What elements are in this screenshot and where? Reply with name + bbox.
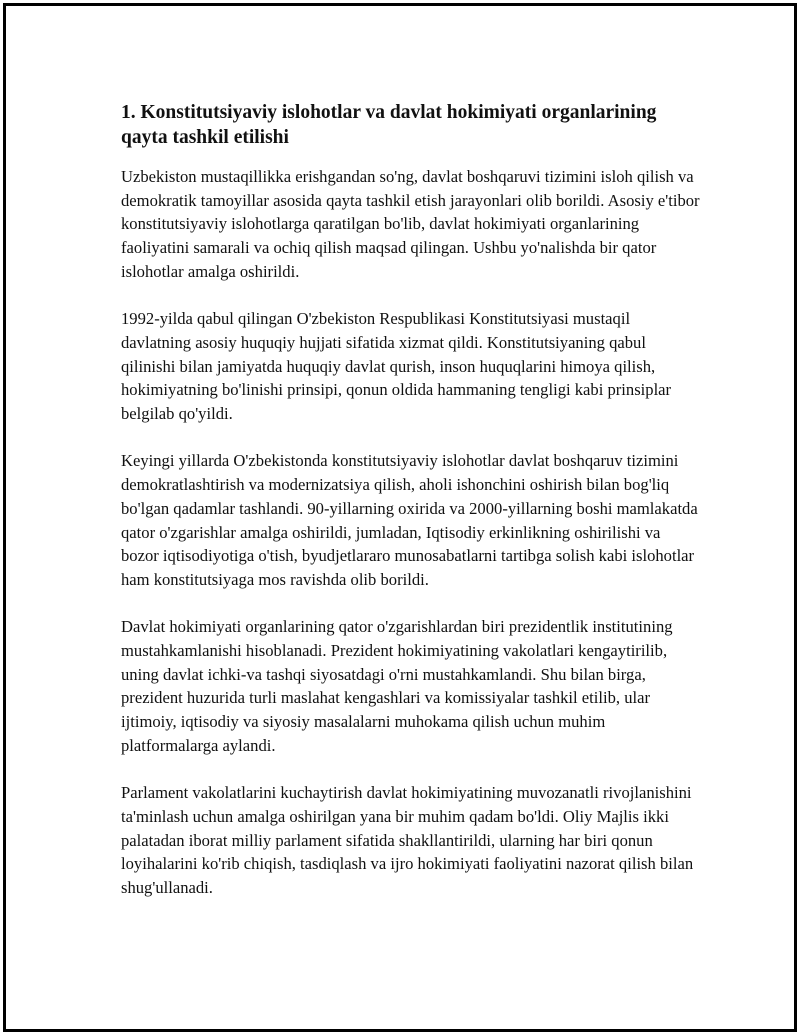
paragraph: Keyingi yillarda O'zbekistonda konstitutsiyaviy islohotlar davlat boshqaruv tizimini demokratlashtirish va modernizatsiya qilish, aholi ishonchini oshirish bilan bog'liq bo'lgan qadamlar tashlandi. 90-yillarning oxirida va 2000-yillarning boshi mamlakatda qator o'zgarishlar amalga oshirildi, jumladan, Iqtisodiy erkinlikning oshirilishi va bozor iqtisodiyotiga o'tish, byudjetlararo munosabatlarni tartibga solish kabi islohotlar ham konstitutsiyaga mos ravishda olib borildi. [121,451,698,589]
paragraph: Davlat hokimiyati organlarining qator o'zgarishlardan biri prezidentlik institutining mustahkamlanishi hisoblanadi. Prezident hokimiyatining vakolatlari kengaytirilib, uning davlat ichki-va tashqi siyosatdagi o'rni mustahkamlandi. Shu bilan birga, prezident huzurida turli maslahat kengashlari va komissiyalar tashkil etilib, ular ijtimoiy, iqtisodiy va siyosiy masalalarni muhokama qilish uchun muhim platformalarga aylandi. [121,617,673,755]
paragraph: Parlament vakolatlarini kuchaytirish davlat hokimiyatining muvozanatli rivojlanishini ta'minlash uchun amalga oshirilgan yana bir muhim qadam bo'ldi. Oliy Majlis ikki palatadan iborat milliy parlament sifatida shakllantirildi, ularning har biri qonun loyihalarini ko'rib chiqish, tasdiqlash va ijro hokimiyati faoliyatini nazorat qilish bilan shug'ullanadi. [121,783,694,898]
paragraph: Uzbekiston mustaqillikka erishgandan so'ng, davlat boshqaruvi tizimini isloh qilish va demokratik tamoyillar asosida qayta tashkil etish jarayonlari olib borildi. Asosiy e'tibor konstitutsiyaviy islohotlarga qaratilgan bo'lib, davlat hokimiyati organlarining faoliyatini samarali va ochiq qilish maqsad qilingan. Ushbu yo'nalishda bir qator islohotlar amalga oshirildi. [121,167,700,281]
paragraph: 1992-yilda qabul qilingan O'zbekiston Respublikasi Konstitutsiyasi mustaqil davlatning asosiy huquqiy hujjati sifatida xizmat qildi. Konstitutsiyaning qabul qilinishi bilan jamiyatda huquqiy davlat qurish, inson huquqlarini himoya qilish, hokimiyatning bo'linishi prinsipi, qonun oldida hammaning tengligi kabi prinsiplar belgilab qo'yildi. [121,309,672,424]
page-title: 1. Konstitutsiyaviy islohotlar va davlat hokimiyati organlarining qayta tashkil etilishi [121,102,657,148]
document-body [121,100,701,923]
page-frame [3,3,797,1032]
